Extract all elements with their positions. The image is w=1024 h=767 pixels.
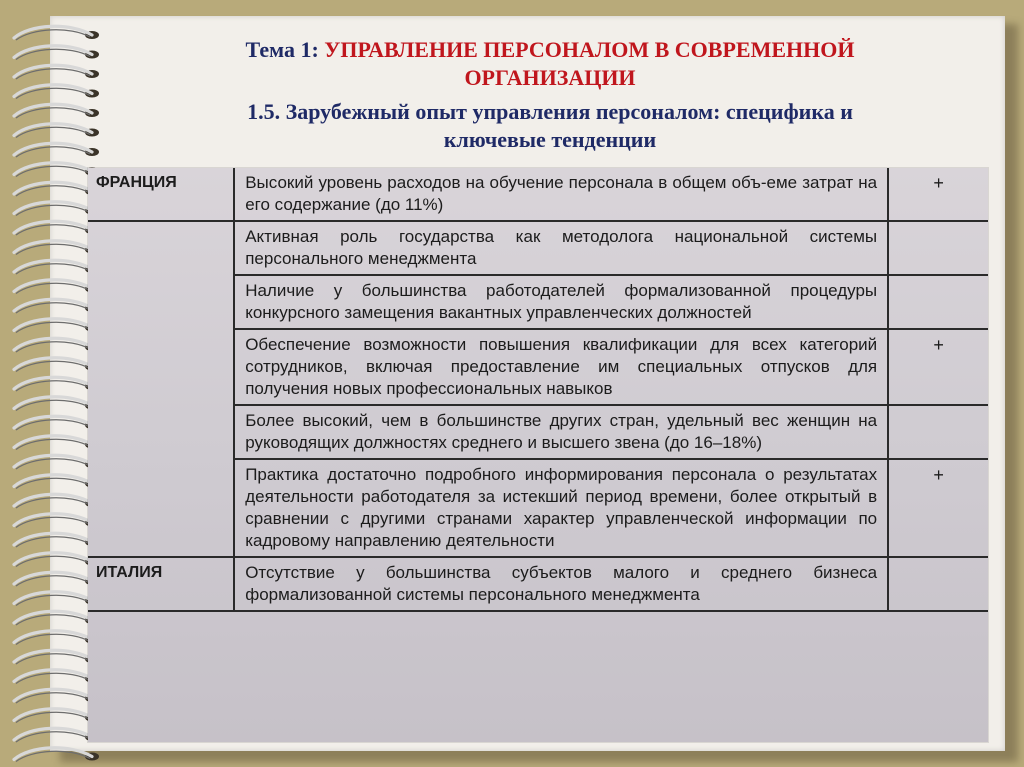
- mark-cell: [888, 557, 988, 611]
- description-cell: Высокий уровень расходов на обучение персонала в общем объ-еме затрат на его содержание (до 11%): [234, 168, 888, 221]
- binding-ring: [14, 221, 92, 233]
- binding-ring: [14, 494, 92, 506]
- binding-ring: [14, 728, 92, 740]
- country-cell: ФРАНЦИЯ: [88, 168, 234, 221]
- mark-cell: [888, 405, 988, 459]
- section-title: [90, 98, 1010, 154]
- binding-ring: [14, 26, 92, 38]
- table-row: [88, 557, 988, 611]
- mark-cell: [888, 221, 988, 275]
- description-cell: Более высокий, чем в большинстве других стран, удельный вес женщин на руководящих должностях среднего и высшего звена (до 16–18%): [234, 405, 888, 459]
- binding-ring: [14, 280, 92, 292]
- binding-ring: [14, 592, 92, 604]
- binding-ring: [14, 260, 92, 272]
- binding-ring: [14, 65, 92, 77]
- binding-ring: [14, 397, 92, 409]
- binding-ring: [14, 631, 92, 643]
- topic-line-2: ОРГАНИЗАЦИИ: [464, 65, 636, 90]
- binding-ring: [14, 319, 92, 331]
- binding-ring: [14, 377, 92, 389]
- binding-ring: [14, 124, 92, 136]
- country-cell: [88, 459, 234, 557]
- binding-ring: [14, 46, 92, 58]
- binding-ring: [14, 104, 92, 116]
- description-cell: Обеспечение возможности повышения квалификации для всех категорий сотрудников, включая предоставление им специальных отпусков для получения новых профессиональных навыков: [234, 329, 888, 405]
- topic-line-1: УПРАВЛЕНИЕ ПЕРСОНАЛОМ В СОВРЕМЕННОЙ: [318, 37, 855, 62]
- table-row: [88, 329, 988, 405]
- description-cell: Отсутствие у большинства субъектов малого и среднего бизнеса формализованной системы персонального менеджмента: [234, 557, 888, 611]
- binding-ring: [14, 163, 92, 175]
- country-cell: [88, 221, 234, 275]
- binding-ring: [14, 748, 92, 760]
- table-row: [88, 275, 988, 329]
- binding-ring: [14, 533, 92, 545]
- binding-ring: [14, 709, 92, 721]
- binding-ring: [14, 611, 92, 623]
- country-cell: [88, 275, 234, 329]
- topic-title: [90, 36, 1010, 64]
- binding-ring: [14, 241, 92, 253]
- table-row: [88, 459, 988, 557]
- description-cell: Практика достаточно подробного информирования персонала о результатах деятельности работодателя за истекший период времени, более открытый в сравнении с другими странами характер управленческой информации по кадровому направлению деятельности: [234, 459, 888, 557]
- description-cell: Наличие у большинства работодателей формализованной процедуры конкурсного замещения вакантных управленческих должностей: [234, 275, 888, 329]
- binding-ring: [14, 85, 92, 97]
- section-line-2: ключевые тенденции: [443, 127, 657, 152]
- binding-ring: [14, 338, 92, 350]
- binding-ring: [14, 416, 92, 428]
- binding-ring: [14, 553, 92, 565]
- binding-ring: [14, 143, 92, 155]
- table-photo: [88, 168, 988, 742]
- country-cell: [88, 405, 234, 459]
- table-row: [88, 221, 988, 275]
- binding-ring: [14, 475, 92, 487]
- description-cell: Активная роль государства как методолога национальной системы персонального менеджмента: [234, 221, 888, 275]
- binding-ring: [14, 299, 92, 311]
- mark-cell: +: [888, 459, 988, 557]
- binding-ring: [14, 670, 92, 682]
- table-row: [88, 405, 988, 459]
- country-cell: ИТАЛИЯ: [88, 557, 234, 611]
- mark-cell: +: [888, 168, 988, 221]
- mark-cell: +: [888, 329, 988, 405]
- topic-prefix: Тема 1:: [245, 37, 319, 62]
- binding-ring: [14, 182, 92, 194]
- binding-ring: [14, 202, 92, 214]
- binding-ring: [14, 436, 92, 448]
- mark-cell: [888, 275, 988, 329]
- comparison-table: [88, 168, 988, 612]
- binding-ring: [14, 514, 92, 526]
- country-cell: [88, 329, 234, 405]
- binding-ring: [14, 572, 92, 584]
- binding-ring: [14, 455, 92, 467]
- binding-ring: [14, 358, 92, 370]
- slide-title: [90, 36, 1010, 154]
- section-line-1: 1.5. Зарубежный опыт управления персоналом: специфика и: [247, 99, 853, 124]
- table-row: [88, 168, 988, 221]
- binding-ring: [14, 650, 92, 662]
- binding-ring: [14, 689, 92, 701]
